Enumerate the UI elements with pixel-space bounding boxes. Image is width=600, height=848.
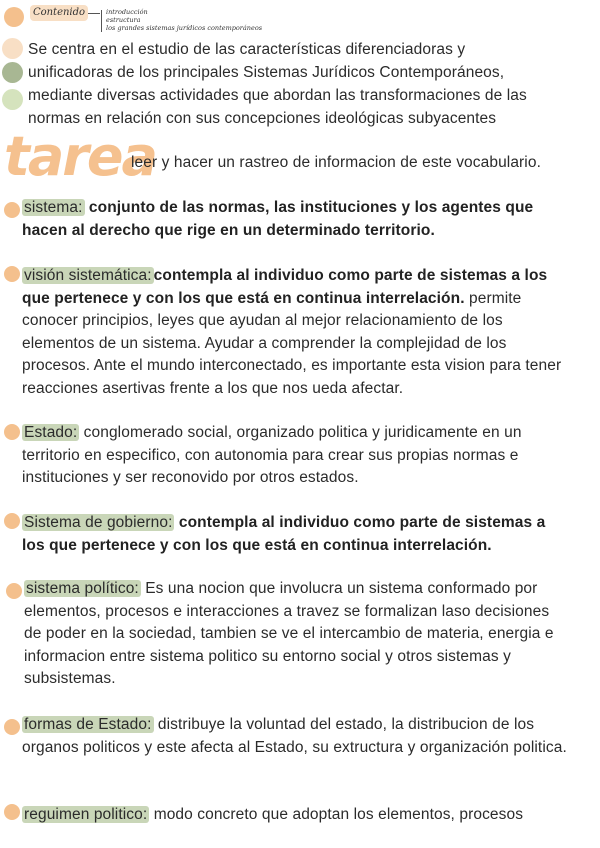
entry-formas-de-estado (22, 714, 567, 759)
entry-definition: modo concreto que adoptan los elementos, procesos (149, 806, 524, 823)
entry-bullet (4, 266, 20, 282)
entry-definition: permite conocer principios, leyes que ayudan al mejor relacionamiento de los elementos de un sistema. Ayudar a comprender la complejidad de los procesos. Ante el mundo interconectado, es importante esta vision para tener reacciones asertivas frente a los que nos ueda afectar. (22, 289, 562, 397)
entry-term: formas de Estado: (24, 716, 152, 733)
palette-dot-peach (2, 38, 23, 59)
contenido-item: introducción (106, 8, 148, 16)
entry-bullet (4, 202, 20, 218)
intro-line: Se centra en el estudio de las características diferenciadoras y (28, 41, 466, 58)
entry-bullet (4, 424, 20, 440)
intro-line: normas en relación con sus concepciones ideológicas subyacentes (28, 110, 497, 127)
entry-definition-bold: contempla al individuo como parte de sistemas a los que pertenece y con los que está en continua interrelación. (22, 514, 546, 554)
entry-term: sistema: (24, 199, 83, 216)
contenido-label: Contenido (30, 5, 88, 21)
palette-dot-sage (2, 62, 23, 83)
entry-definition: conglomerado social, organizado politica y juridicamente en un territorio en especifico, con autonomia para crear sus propias normas e instituciones y ser reconovido por otros estados. (22, 424, 522, 486)
entry-reguimen-politico (22, 804, 592, 827)
entry-bullet (4, 719, 20, 735)
entry-vision-sistematica (22, 265, 567, 400)
entry-term: visión sistemática: (24, 267, 152, 284)
tarea-text: leer y hacer un rastreo de informacion de este vocabulario. (131, 154, 541, 171)
entry-term: Estado: (24, 424, 78, 441)
entry-bullet (6, 583, 22, 599)
entry-definition-bold: contempla al individuo como parte de sistemas a los que pertenece y con los que está en continua interrelación. (22, 267, 548, 307)
entry-term: sistema político: (26, 580, 139, 597)
entry-sistema-de-gobierno (22, 512, 567, 557)
contenido-connector (88, 13, 100, 14)
entry-estado (22, 422, 567, 490)
entry-bullet (4, 513, 20, 529)
tarea-heading: tarea (4, 125, 156, 188)
palette-dot-mint (2, 89, 23, 110)
header-bullet (4, 7, 24, 27)
entry-definition: distribuye la voluntad del estado, la distribucion de los organos politicos y este afecta al Estado, su extructura y organización politica. (22, 716, 567, 756)
entry-term: Sistema de gobierno: (24, 514, 173, 531)
entry-bullet (4, 804, 20, 820)
contenido-item: los grandes sistemas jurídicos contemporáneos (106, 24, 263, 32)
entry-definition-bold: conjunto de las normas, las instituciones y los agentes que hacen al derecho que rige en un determinado territorio. (22, 199, 534, 239)
entry-term: reguimen politico: (24, 806, 148, 823)
entry-sistema (22, 197, 562, 242)
contenido-bracket (101, 10, 102, 32)
intro-line: unificadoras de los principales Sistemas Jurídicos Contemporáneos, (28, 64, 505, 81)
entry-sistema-politico (24, 578, 569, 691)
intro-line: mediante diversas actividades que abordan las transformaciones de las (28, 87, 527, 104)
entry-definition: Es una nocion que involucra un sistema conformado por elementos, procesos e interacciones a travez se formalizan laso decisiones de poder en la sociedad, tambien se ve el intercambio de materia, energia e informacion entre sistema politico su entorno social y otros sistemas y subsistemas. (24, 580, 554, 687)
contenido-item: estructura (106, 16, 141, 24)
